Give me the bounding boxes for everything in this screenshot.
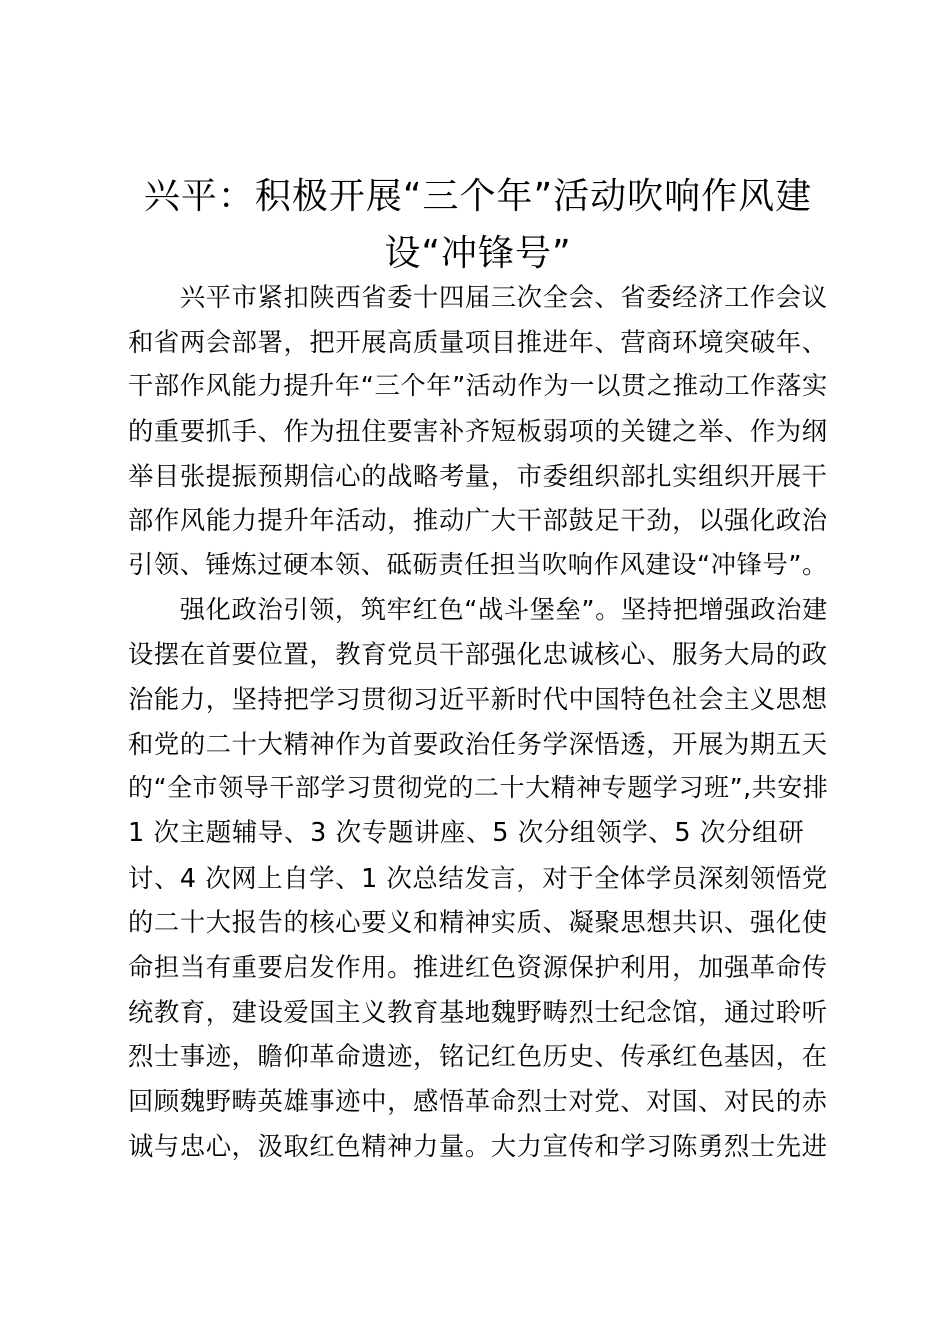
body-line-3: 干部作风能力提升年“三个年”活动作为一以贯之推动工作落实 bbox=[128, 371, 828, 400]
body-line-19: 回顾魏野畴英雄事迹中，感悟革命烈士对党、对国、对民的赤 bbox=[128, 1086, 828, 1116]
body-line-10: 治能力，坚持把学习贯彻习近平新时代中国特色社会主义思想 bbox=[128, 684, 828, 714]
body-line-15: 的二十大报告的核心要义和精神实质、凝聚思想共识、强化使 bbox=[128, 907, 828, 937]
body-line-18: 烈士事迹，瞻仰革命遗迹，铭记红色历史、传承红色基因，在 bbox=[128, 1041, 828, 1071]
body-line-5: 举目张提振预期信心的战略考量，市委组织部扎实组织开展干 bbox=[128, 461, 828, 491]
body-line-6: 部作风能力提升年活动，推动广大干部鼓足干劲，以强化政治 bbox=[128, 505, 828, 535]
article-title bbox=[128, 168, 828, 282]
title-line-1: 兴平：积极开展“三个年”活动吹响作风建 bbox=[143, 176, 813, 217]
body-line-20: 诚与忠心，汲取红色精神力量。大力宣传和学习陈勇烈士先进 bbox=[128, 1131, 828, 1161]
body-line-14: 讨、4 次网上自学、1 次总结发言，对于全体学员深刻领悟党 bbox=[128, 863, 828, 893]
body-line-8: 强化政治引领，筑牢红色“战斗堡垒”。坚持把增强政治建 bbox=[128, 595, 828, 624]
body-line-17: 统教育，建设爱国主义教育基地魏野畴烈士纪念馆，通过聆听 bbox=[128, 997, 828, 1027]
body-line-9: 设摆在首要位置，教育党员干部强化忠诚核心、服务大局的政 bbox=[128, 639, 828, 669]
body-line-16: 命担当有重要启发作用。推进红色资源保护利用，加强革命传 bbox=[128, 952, 828, 982]
body-line-7: 引领、锤炼过硬本领、砥砺责任担当吹响作风建设“冲锋号”。 bbox=[128, 550, 828, 579]
body-line-1: 兴平市紧扣陕西省委十四届三次全会、省委经济工作会议 bbox=[128, 282, 828, 312]
body-line-13: 1 次主题辅导、3 次专题讲座、5 次分组领学、5 次分组研 bbox=[128, 818, 805, 848]
body-line-11: 和党的二十大精神作为首要政治任务学深悟透，开展为期五天 bbox=[128, 729, 828, 759]
body-line-2: 和省两会部署，把开展高质量项目推进年、营商环境突破年、 bbox=[128, 327, 828, 357]
body-line-4: 的重要抓手、作为扭住要害补齐短板弱项的关键之举、作为纲 bbox=[128, 416, 828, 446]
body-line-12: 的“全市领导干部学习贯彻党的二十大精神专题学习班”,共安排 bbox=[128, 773, 829, 802]
title-line-2: 设“冲锋号” bbox=[384, 233, 572, 274]
